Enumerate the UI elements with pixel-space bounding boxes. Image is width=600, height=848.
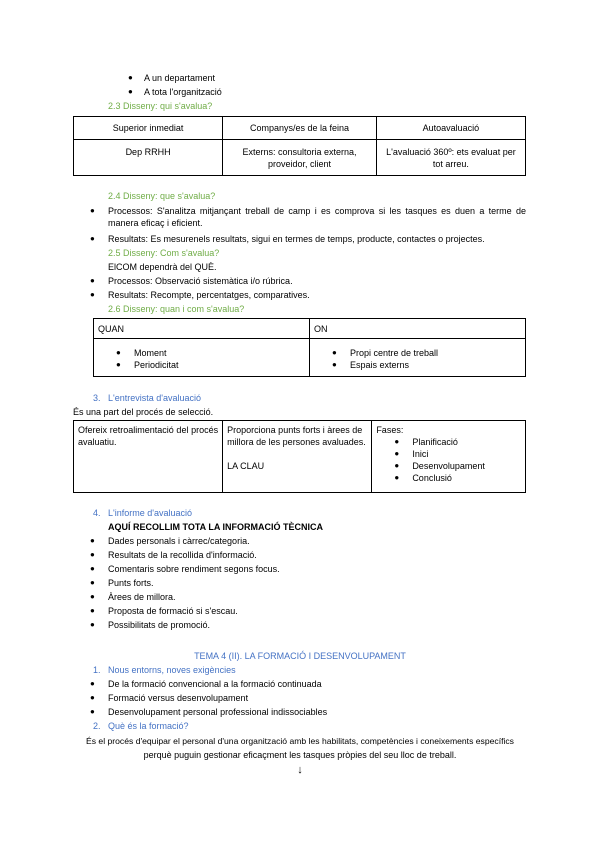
list-item: Desenvolupament personal professional indissociables [108,707,328,717]
list-item: Dades personals i càrrec/categoria. [108,536,250,546]
list-item: ● Conclusió [390,472,521,484]
bullet-icon: ● [90,679,95,688]
table-header: Superior inmediat [74,117,223,140]
bullet-icon: ● [90,234,95,243]
section-subheading: AQUÍ RECOLLIM TOTA LA INFORMACIÓ TÈCNICA [108,522,323,532]
list-item: ● Periodicitat [112,359,305,371]
phases-title: Fases: [376,425,404,435]
section-number-4: 4. [93,508,101,518]
cell-text: Proporciona punts forts i àrees de millora de les persones avaluades. [227,425,366,447]
list-item: Resultats: Recompte, percentatges, comparatives. [108,290,310,300]
list-item: De la formació convencional a la formació continuada [108,679,322,689]
list-item: A un departament [144,73,216,83]
table-cell [94,339,310,377]
table-header: Autoavaluació [376,117,525,140]
list-item: ● Propi centre de treball [328,347,521,359]
table-interview [73,420,526,493]
table-cell [223,421,372,493]
bullet-icon: ● [90,707,95,716]
list-item: Resultats de la recollida d'informació. [108,550,257,560]
list-item: Punts forts. [108,578,154,588]
paragraph-line: És el procés d'equipar el personal d'una organització amb les habilitats, competències i coneixements específics [86,736,514,746]
table-when-where [93,318,526,377]
list-item: Possibilitats de promoció. [108,620,211,630]
table-cell: Ofereix retroalimentació del procés avaluatiu. [74,421,223,493]
list-item: Àrees de millora. [108,592,176,602]
list-item: Processos: S'analitza mitjançant treball de camp i es comprova si les tasques es duen a terme de manera eficaç i eficient. [108,206,526,228]
bullet-icon: ● [90,592,95,601]
table-cell [372,421,526,493]
section-number-t2: 2. [93,721,101,731]
bullet-icon: ● [90,536,95,545]
section-heading-t2: Què és la formació? [108,721,189,731]
bullet-icon: ● [90,620,95,629]
section-heading-3: L'entrevista d'avaluació [108,393,201,403]
bullet-icon: ● [90,693,95,702]
list-item: ● Planificació [390,436,521,448]
section-heading-2-3: 2.3 Disseny: qui s'avalua? [108,101,213,111]
section-heading-4: L'informe d'avaluació [108,508,192,518]
list-item: ● Moment [112,347,305,359]
section-heading-2-6: 2.6 Disseny: quan i com s'avalua? [108,304,245,314]
tema-heading: TEMA 4 (II). LA FORMACIÓ I DESENVOLUPAMENT [194,651,406,661]
table-cell [310,339,526,377]
bullet-icon: ● [90,290,95,299]
table-cell: Externs: consultoria externa, proveidor, client [223,140,377,176]
table-header: QUAN [94,319,310,339]
bullet-icon: ● [90,606,95,615]
bullet-icon: ● [90,276,95,285]
section-heading-2-5: 2.5 Disseny: Com s'avalua? [108,248,220,258]
bullet-icon: ● [90,578,95,587]
section-number-t1: 1. [93,665,101,675]
list-item: ● Espais externs [328,359,521,371]
list-item: A tota l'organització [144,87,222,97]
table-cell: Dep RRHH [74,140,223,176]
list-item: ● Inici [390,448,521,460]
list-item: Formació versus desenvolupament [108,693,249,703]
list-item: ● Desenvolupament [390,460,521,472]
list-item: Comentaris sobre rendiment segons focus. [108,564,280,574]
list-item: Processos: Observació sistemàtica i/o rúbrica. [108,276,293,286]
table-who-evaluates [73,116,526,176]
list-item: Resultats: Es mesurenels resultats, sigui en termes de temps, producte, contactes o projectes. [108,234,485,244]
key-label: LA CLAU [227,461,265,471]
bullet-icon: ● [90,550,95,559]
table-header: Companys/es de la feina [223,117,377,140]
bullet-icon: ● [128,87,133,96]
table-header: ON [310,319,526,339]
section-intro: És una part del procés de selecció. [73,407,214,417]
bullet-icon: ● [128,73,133,82]
section-heading-t1: Nous entorns, noves exigències [108,665,236,675]
bullet-icon: ● [90,206,95,215]
section-note: ElCOM dependrà del QUÈ. [108,262,217,272]
paragraph-line: perquè puguin gestionar eficaçment les tasques pròpies del seu lloc de treball. [143,750,457,760]
list-item: Proposta de formació si s'escau. [108,606,238,616]
bullet-icon: ● [90,564,95,573]
section-number-3: 3. [93,393,101,403]
down-arrow-icon: ↓ [297,764,303,776]
table-cell: L'avaluació 360º: ets evaluat per tot arreu. [376,140,525,176]
section-heading-2-4: 2.4 Disseny: que s'avalua? [108,191,216,201]
